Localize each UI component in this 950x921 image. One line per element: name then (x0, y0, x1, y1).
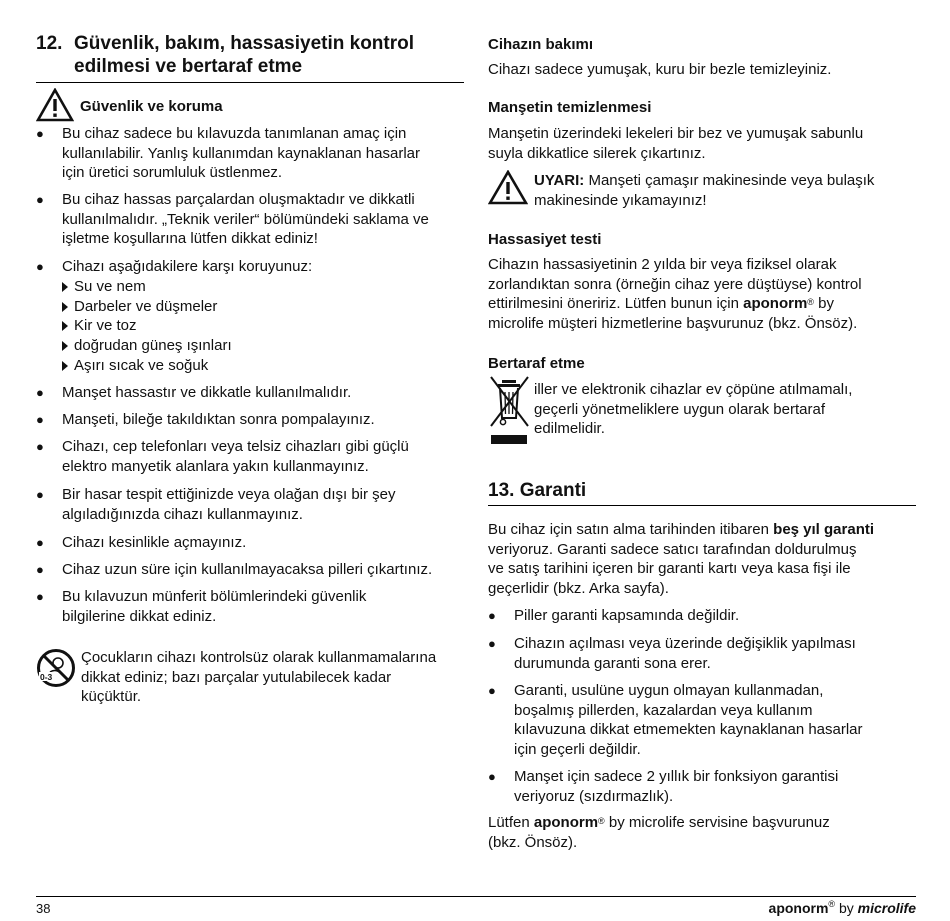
footer-brand: aponorm® by microlife (768, 899, 916, 916)
bullet-icon: ● (36, 192, 44, 207)
bullet-icon: ● (36, 487, 44, 502)
bullet-icon: ● (36, 259, 44, 274)
triangle-right-icon (62, 282, 68, 292)
bullet-icon: ● (36, 439, 44, 454)
disposal-heading: Bertaraf etme (488, 355, 585, 372)
service-text: Lütfen aponorm® by microlife servisine başvurunuz (bkz. Önsöz). (488, 814, 830, 851)
section-13-heading: 13. Garanti (488, 480, 587, 501)
section-12-title: Güvenlik, bakım, hassasiyetin kontrol edilmesi ve bertaraf etme (74, 33, 415, 77)
section-12-number: 12. (36, 33, 63, 54)
care-heading: Cihazın bakımı (488, 36, 594, 53)
warning-triangle-icon (36, 88, 74, 122)
child-warning: Çocukların cihazı kontrolsüz olarak kullanmamalarına dikkat ediniz; bazı parçalar yutulabilecek kadar küçüktür. (81, 649, 437, 706)
page-number: 38 (36, 901, 51, 916)
accuracy-heading: Hassasiyet testi (488, 231, 602, 248)
triangle-right-icon (62, 321, 68, 331)
triangle-right-icon (62, 341, 68, 351)
bullet-icon: ● (488, 636, 496, 651)
cuff-text: Manşetin üzerindeki lekeleri bir bez ve yumuşak sabunlu suyla dikkatlice silerek çıkartınız. (488, 125, 864, 162)
warning-text: UYARI: Manşeti çamaşır makinesinde veya bulaşık makinesinde yıkamayınız! (534, 172, 875, 209)
triangle-right-icon (62, 302, 68, 312)
bullet-icon: ● (36, 412, 44, 427)
bullet-icon: ● (36, 126, 44, 141)
bullet-icon: ● (36, 589, 44, 604)
triangle-right-icon (62, 361, 68, 371)
safety-heading: Güvenlik ve koruma (80, 98, 223, 115)
footer-rule (36, 896, 916, 897)
warranty-text: Bu cihaz için satın alma tarihinden itibaren beş yıl garanti veriyoruz. Garanti sadece satıcı tarafından doldurulmuş ve satış tarihini içeren bir garanti kartı veya kasa fişi ile geçerlidir (bkz. Arka sayfa). (488, 521, 875, 598)
bullet-icon: ● (36, 385, 44, 400)
disposal-text: iller ve elektronik cihazlar ev çöpüne atılmamalı, geçerli yönetmeliklere uygun olarak bertaraf edilmelidir. (534, 381, 853, 438)
bullet-icon: ● (36, 562, 44, 577)
bullet-icon: ● (488, 683, 496, 698)
bullet-icon: ● (488, 769, 496, 784)
cuff-heading: Manşetin temizlenmesi (488, 99, 652, 116)
section-13-rule (488, 505, 916, 506)
accuracy-text: Cihazın hassasiyetinin 2 yılda bir veya fiziksel olarak zorlandıktan sonra (örneğin cihaz yere düştüyse) kontrol ettirilmesini öneririz. Lütfen bunun için aponorm® by microlife müşteri hizmetlerine başvurunuz (bkz. Önsöz). (488, 256, 862, 333)
bullet-icon: ● (36, 535, 44, 550)
care-text: Cihazı sadece yumuşak, kuru bir bezle temizleyiniz. (488, 61, 832, 78)
bullet-icon: ● (488, 608, 496, 623)
section-12-rule (36, 82, 464, 83)
age-label: 0-3 (40, 672, 53, 682)
crossed-bin-icon (488, 374, 534, 446)
warning-triangle-icon (488, 170, 528, 205)
no-children-icon (36, 648, 76, 688)
